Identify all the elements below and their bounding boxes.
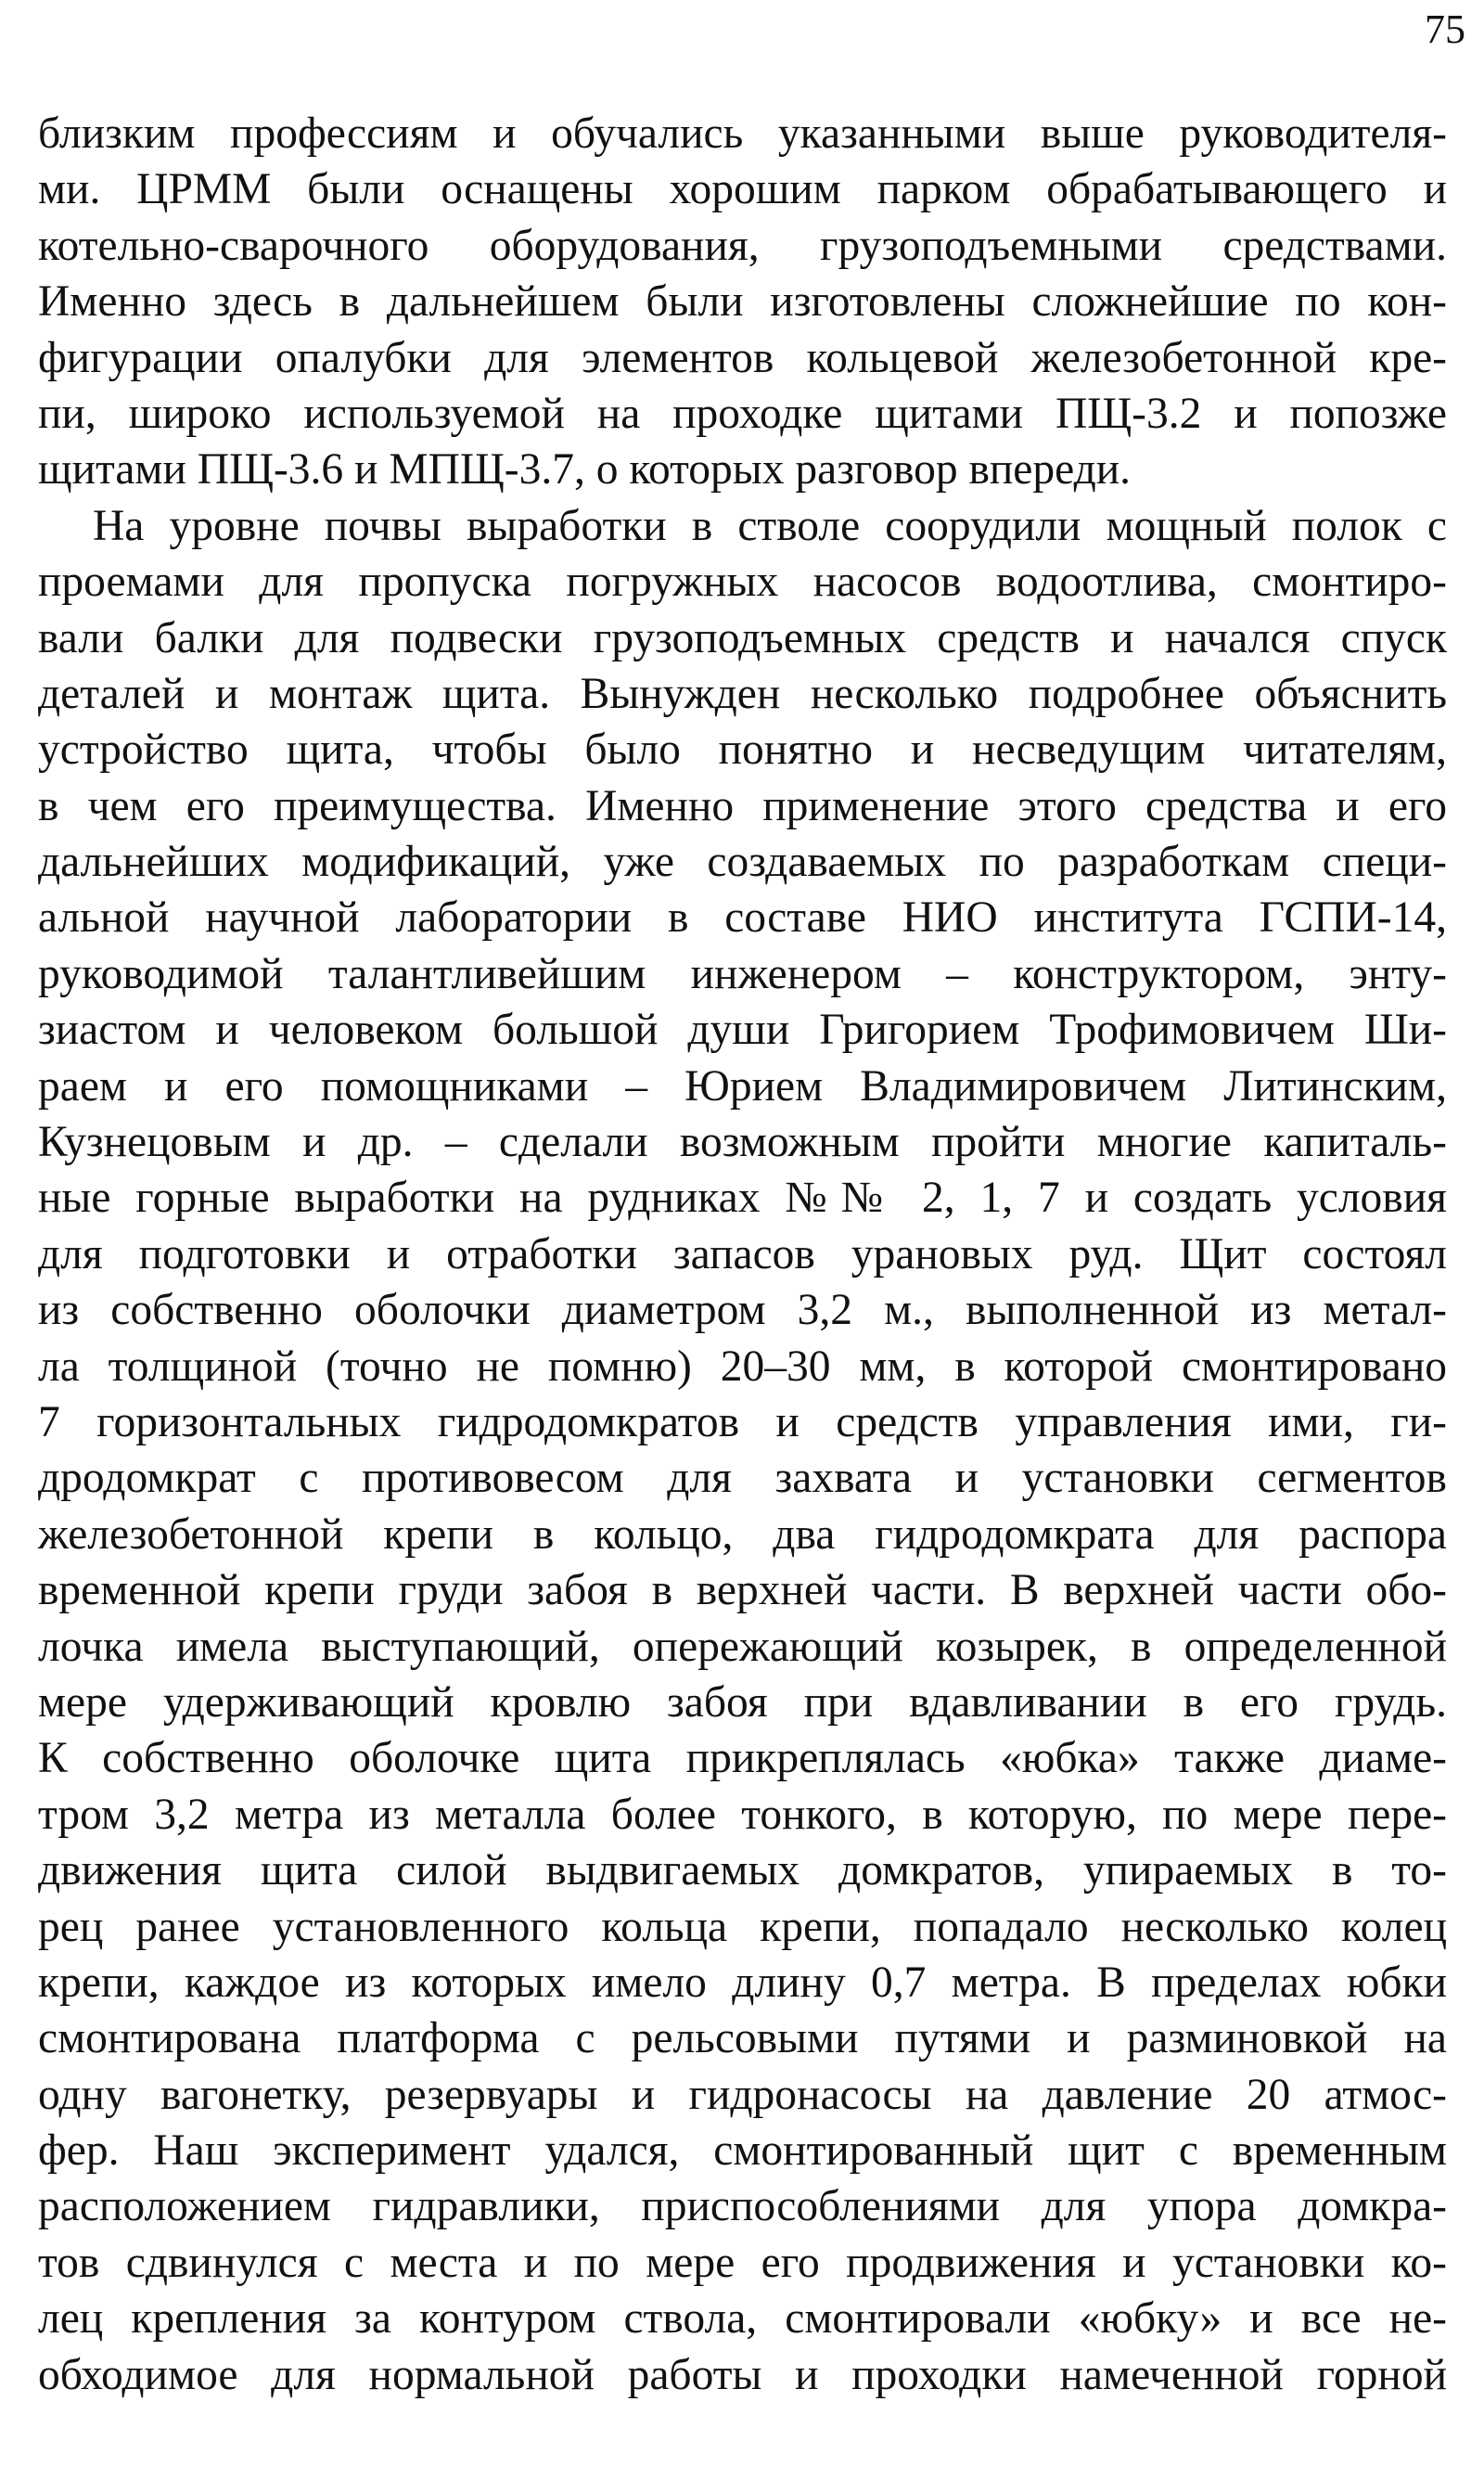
text-line: деталей и монтаж щита. Вынужден несколько подробнее объяснить [38,669,1447,718]
text-line: Кузнецовым и др. – сделали возможным пройти многие капиталь- [38,1118,1447,1167]
text-line: крепи, каждое из которых имело длину 0,7 метра. В пределах юбки [38,1958,1447,2007]
text-line: раем и его помощниками – Юрием Владимировичем Литинским, [38,1061,1447,1111]
text-line: лочка имела выступающий, опережающий козырек, в определенной [38,1622,1447,1671]
paragraph-2 [38,498,1447,2403]
text-line: временной крепи груди забоя в верхней части. В верхней части обо- [38,1566,1447,1615]
text-line: дродомкрат с противовесом для захвата и установки сегментов [38,1454,1447,1503]
text-line: тром 3,2 метра из металла более тонкого, в которую, по мере пере- [38,1790,1447,1839]
text-line: котельно-сварочного оборудования, грузоподъемными средствами. [38,221,1447,270]
text-line: смонтирована платформа с рельсовыми путями и разминовкой на [38,2014,1447,2063]
text-line: тов сдвинулся с места и по мере его продвижения и установки ко- [38,2238,1447,2287]
text-line: пи, широко используемой на проходке щитами ПЩ-3.2 и попозже [38,389,1447,438]
text-line: альной научной лаборатории в составе НИО института ГСПИ-14, [38,893,1447,943]
text-line: зиастом и человеком большой души Григорием Трофимовичем Ши- [38,1006,1447,1055]
text-line: рец ранее установленного кольца крепи, попадало несколько колец [38,1902,1447,1951]
text-line: мере удерживающий кровлю забоя при вдавливании в его грудь. [38,1677,1447,1727]
text-line: К собственно оболочке щита прикреплялась «юбка» также диаме- [38,1734,1447,1783]
text-line: проемами для пропуска погружных насосов водоотлива, смонтиро- [38,558,1447,607]
page-number: 75 [1425,6,1465,52]
text-line: 7 горизонтальных гидродомкратов и средств управления ими, ги- [38,1397,1447,1446]
paragraph-1 [38,106,1447,498]
text-line: На уровне почвы выработки в стволе соорудили мощный полок с [93,501,1447,550]
text-line: ные горные выработки на рудниках №№ 2, 1, 7 и создать условия [38,1174,1447,1223]
text-line: фер. Наш эксперимент удался, смонтированный щит с временным [38,2126,1447,2176]
text-line: движения щита силой выдвигаемых домкратов, упираемых в то- [38,1846,1447,1895]
text-line: для подготовки и отработки запасов урановых руд. Щит состоял [38,1229,1447,1278]
text-line: дальнейших модификаций, уже создаваемых по разработкам специ- [38,838,1447,887]
text-line: из собственно оболочки диаметром 3,2 м., выполненной из метал- [38,1286,1447,1335]
text-line: Именно здесь в дальнейшем были изготовлены сложнейшие по кон- [38,277,1447,327]
text-line: ми. ЦРММ были оснащены хорошим парком обрабатывающего и [38,165,1447,214]
text-line: вали балки для подвески грузоподъемных средств и начался спуск [38,613,1447,662]
text-line: одну вагонетку, резервуары и гидронасосы на давление 20 атмос- [38,2070,1447,2119]
text-line: фигурации опалубки для элементов кольцевой железобетонной кре- [38,333,1447,382]
text-line: устройство щита, чтобы было понятно и несведущим читателям, [38,726,1447,775]
text-line: ла толщиной (точно не помню) 20–30 мм, в которой смонтировано [38,1342,1447,1391]
text-line: лец крепления за контуром ствола, смонтировали «юбку» и все не- [38,2294,1447,2344]
text-line: обходимое для нормальной работы и проходки намеченной горной [38,2350,1447,2399]
body-text [38,106,1447,2403]
text-line: расположением гидравлики, приспособлениями для упора домкра- [38,2182,1447,2231]
text-line: руководимой талантливейшим инженером – конструктором, энту- [38,949,1447,998]
text-line: щитами ПЩ-3.6 и МПЩ-3.7, о которых разговор впереди. [38,445,1132,494]
text-line: железобетонной крепи в кольцо, два гидродомкрата для распора [38,1509,1447,1559]
text-line: близким профессиям и обучались указанными выше руководителя- [38,109,1447,158]
text-line: в чем его преимущества. Именно применение этого средства и его [38,781,1447,830]
